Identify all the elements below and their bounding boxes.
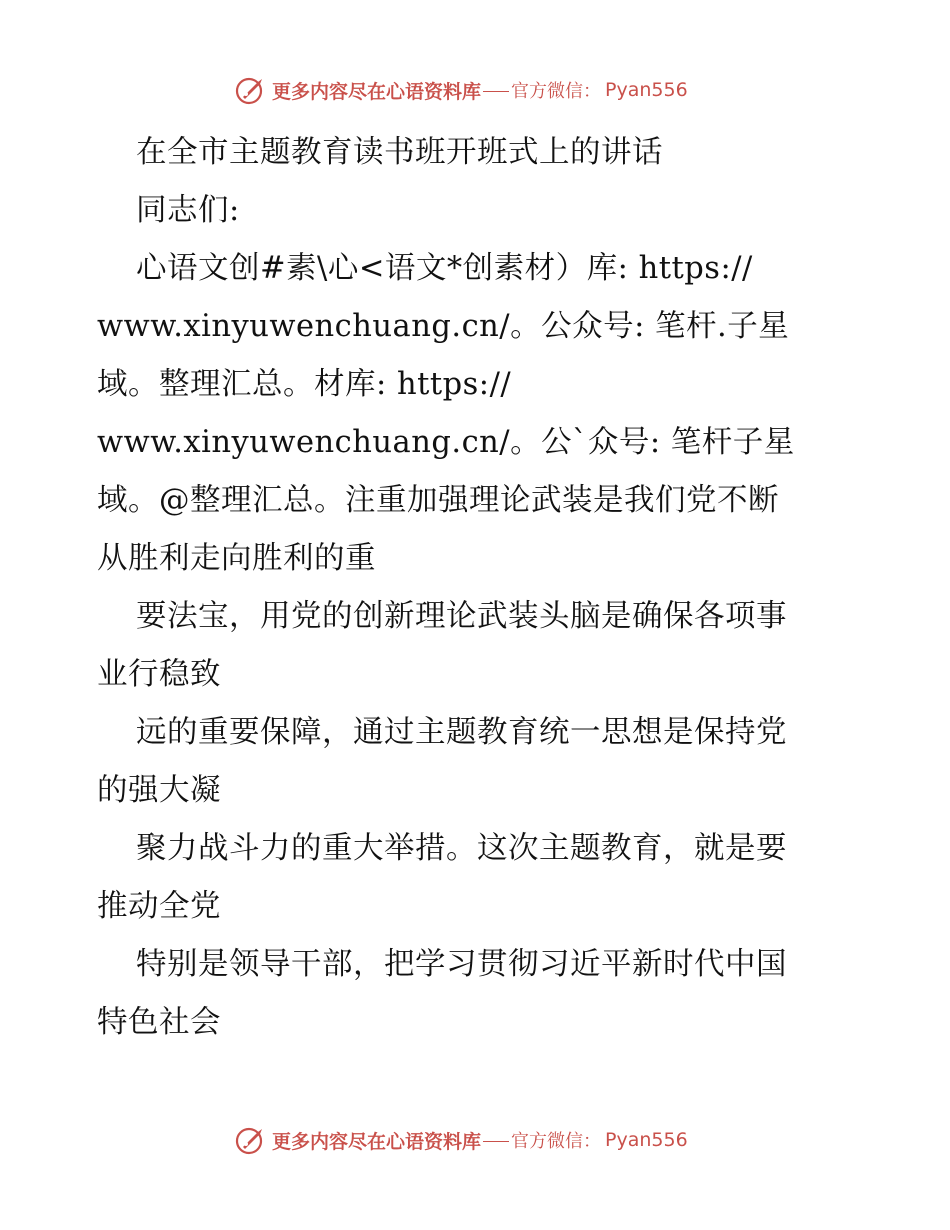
document-title: 在全市主题教育读书班开班式上的讲话	[136, 135, 663, 170]
header-wechat-id: Pyan556	[605, 79, 688, 101]
body-line: 远的重要保障，通过主题教育统一思想是保持党	[136, 715, 787, 750]
header-wechat-label: 官方微信：	[511, 81, 602, 102]
header-dash	[483, 91, 509, 92]
salutation: 同志们:	[136, 193, 240, 228]
body-line: www.xinyuwenchuang.cn/。公`众号: 笔杆子星	[97, 425, 795, 460]
header-banner	[234, 70, 688, 110]
body-line: 特色社会	[97, 1005, 221, 1040]
pen-logo-icon	[234, 73, 268, 107]
pen-logo-icon	[234, 1123, 268, 1157]
body-line: 聚力战斗力的重大举措。这次主题教育，就是要	[136, 831, 787, 866]
body-line: 域。@整理汇总。注重加强理论武装是我们党不断	[97, 483, 779, 518]
footer-wechat-id: Pyan556	[605, 1129, 688, 1151]
body-line: 业行稳致	[97, 657, 221, 692]
document-body	[97, 124, 857, 1052]
body-line: 心语文创#素\心<语文*创素材）库: https://	[136, 251, 753, 286]
header-brand-text: 更多内容尽在心语资料库	[272, 80, 482, 103]
body-line: 特别是领导干部，把学习贯彻习近平新时代中国	[136, 947, 787, 982]
body-line: 域。整理汇总。材库: https://	[97, 367, 512, 402]
footer-banner	[234, 1120, 688, 1160]
body-line: 从胜利走向胜利的重	[97, 541, 376, 576]
body-line: 要法宝，用党的创新理论武装头脑是确保各项事	[136, 599, 787, 634]
footer-brand-text: 更多内容尽在心语资料库	[272, 1130, 482, 1153]
footer-wechat-label: 官方微信：	[511, 1131, 602, 1152]
body-line: 的强大凝	[97, 773, 221, 808]
footer-dash	[483, 1141, 509, 1142]
body-line: 推动全党	[97, 889, 221, 924]
body-line: www.xinyuwenchuang.cn/。公众号: 笔杆.子星	[97, 309, 790, 344]
